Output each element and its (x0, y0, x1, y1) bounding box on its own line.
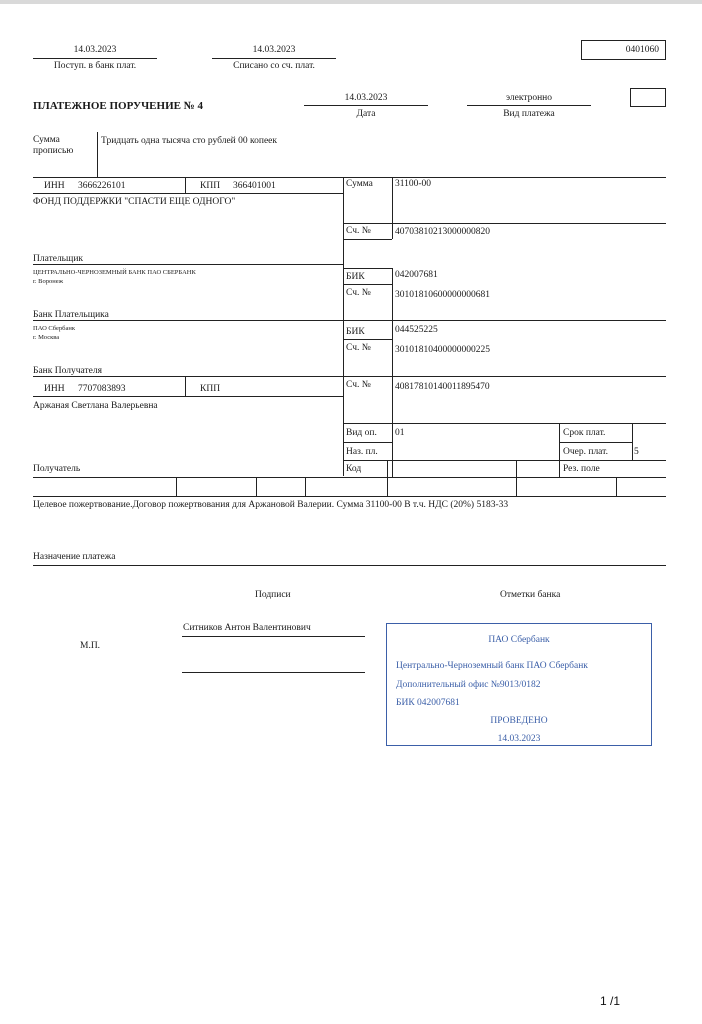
payer-bank-account: 30101810600000000681 (395, 290, 490, 300)
priority-label: Очер. плат. (563, 447, 608, 457)
recipient-bank-name: ПАО Сбербанк (33, 325, 75, 332)
divider (304, 105, 428, 106)
divider (559, 423, 560, 477)
signer-name: Ситников Антон Валентинович (183, 623, 311, 633)
debited-date: 14.03.2023 (252, 45, 296, 55)
divider (33, 396, 343, 397)
stamp-status: ПРОВЕДЕНО (490, 716, 548, 726)
recipient-bank-label: Банк Получателя (33, 366, 102, 376)
purpose-label: Назначение платежа (33, 552, 116, 562)
divider (305, 477, 306, 496)
form-code-box (581, 40, 666, 60)
payer-bank-name: ЦЕНТРАЛЬНО-ЧЕРНОЗЕМНЫЙ БАНК ПАО СБЕРБАНК (33, 269, 196, 276)
divider (343, 339, 392, 340)
divider (392, 177, 393, 223)
divider (97, 132, 98, 177)
divider (343, 284, 392, 285)
payer-account-label: Сч. № (346, 226, 371, 236)
stamp-branch: Центрально-Черноземный банк ПАО Сбербанк (396, 661, 588, 671)
payer-bank-label: Банк Плательщика (33, 310, 109, 320)
divider (256, 477, 257, 496)
signatures-label: Подписи (255, 590, 291, 600)
mp-label: М.П. (80, 641, 101, 651)
bank-received-date: 14.03.2023 (73, 45, 117, 55)
divider (343, 239, 392, 240)
recipient-bank-bik-label: БИК (346, 327, 365, 337)
divider (343, 442, 392, 443)
recipient-bank-city: г. Москва (33, 334, 60, 341)
divider (559, 442, 632, 443)
payer-kpp-label: КПП (200, 181, 221, 191)
recipient-bank-bik: 044525225 (395, 325, 438, 335)
recipient-name: Аржаная Светлана Валерьевна (33, 401, 158, 411)
divider (33, 496, 666, 497)
divider (185, 177, 186, 193)
page-indicator: 1 /1 (600, 994, 621, 1008)
signature-line (182, 636, 365, 637)
empty-code-box (630, 88, 666, 107)
recipient-inn: 7707083893 (78, 384, 126, 394)
payer-bank-city: г. Воронеж (33, 278, 64, 285)
signature-line (182, 672, 365, 673)
divider (33, 58, 157, 59)
order-date: 14.03.2023 (344, 93, 388, 103)
recipient-kpp-label: КПП (200, 384, 221, 394)
bank-received-label: Поступ. в банк плат. (53, 61, 137, 71)
stamp-bik: БИК 042007681 (396, 698, 460, 708)
divider (185, 376, 186, 396)
order-title: ПЛАТЕЖНОЕ ПОРУЧЕНИЕ № 4 (33, 100, 204, 112)
payer-bank-account-label: Сч. № (346, 288, 371, 298)
divider (516, 460, 517, 496)
divider (392, 223, 393, 239)
divider (33, 477, 666, 478)
divider (33, 193, 343, 194)
recipient-inn-label: ИНН (44, 384, 65, 394)
divider (33, 565, 666, 566)
divider (343, 268, 392, 269)
amount-words-label-1: Сумма (33, 135, 60, 145)
payer-label: Плательщик (33, 254, 84, 264)
divider (467, 105, 591, 106)
payment-type: электронно (505, 93, 553, 103)
order-date-label: Дата (356, 109, 376, 119)
divider (33, 177, 666, 178)
divider (212, 58, 336, 59)
payer-inn: 3666226101 (78, 181, 126, 191)
amount-label: Сумма (346, 179, 373, 189)
amount-value: 31100-00 (395, 179, 432, 189)
amount-words-label-2: прописью (33, 146, 74, 156)
priority-value: 5 (634, 447, 639, 457)
op-type: 01 (395, 428, 405, 438)
recipient-label: Получатель (33, 464, 81, 474)
op-type-label: Вид оп. (346, 428, 377, 438)
bank-marks-label: Отметки банка (500, 590, 561, 600)
purpose-code-label: Наз. пл. (346, 447, 378, 457)
payer-bank-bik-label: БИК (346, 272, 365, 282)
divider (33, 376, 666, 377)
bank-stamp (386, 623, 652, 746)
due-label: Срок плат. (563, 428, 606, 438)
payer-kpp: 366401001 (233, 181, 276, 191)
recipient-bank-account: 30101810400000000225 (395, 345, 490, 355)
divider (392, 268, 393, 320)
divider (33, 320, 666, 321)
viewer-top-bar (0, 0, 702, 4)
payer-bank-bik: 042007681 (395, 270, 438, 280)
debited-label: Списано со сч. плат. (233, 61, 315, 71)
payer-inn-label: ИНН (44, 181, 65, 191)
payment-type-label: Вид платежа (503, 109, 555, 119)
amount-words-value: Тридцать одна тысяча сто рублей 00 копеек (101, 136, 278, 146)
payer-account: 40703810213000000820 (395, 227, 490, 237)
reserve-label: Рез. поле (563, 464, 600, 474)
recipient-bank-account-label: Сч. № (346, 343, 371, 353)
stamp-bank: ПАО Сбербанк (488, 635, 550, 645)
stamp-office: Дополнительный офис №9013/0182 (396, 680, 541, 690)
recipient-account: 40817810140011895470 (395, 382, 490, 392)
divider (343, 460, 666, 461)
purpose-text: Целевое пожертвование.Договор пожертвования для Аржановой Валерии. Сумма 31100-00 В т.ч. НДС (20%) 5183-33 (33, 500, 509, 510)
divider (616, 477, 617, 496)
divider (392, 423, 393, 477)
stamp-date: 14.03.2023 (497, 734, 541, 744)
divider (343, 177, 344, 476)
divider (33, 264, 343, 265)
divider (392, 376, 393, 423)
payer-name: ФОНД ПОДДЕРЖКИ "СПАСТИ ЕЩЕ ОДНОГО" (33, 197, 236, 207)
divider (176, 477, 177, 496)
form-code: 0401060 (625, 45, 659, 55)
code-label: Код (346, 464, 362, 474)
divider (392, 320, 393, 376)
divider (387, 460, 388, 496)
divider (632, 423, 633, 461)
recipient-account-label: Сч. № (346, 380, 371, 390)
